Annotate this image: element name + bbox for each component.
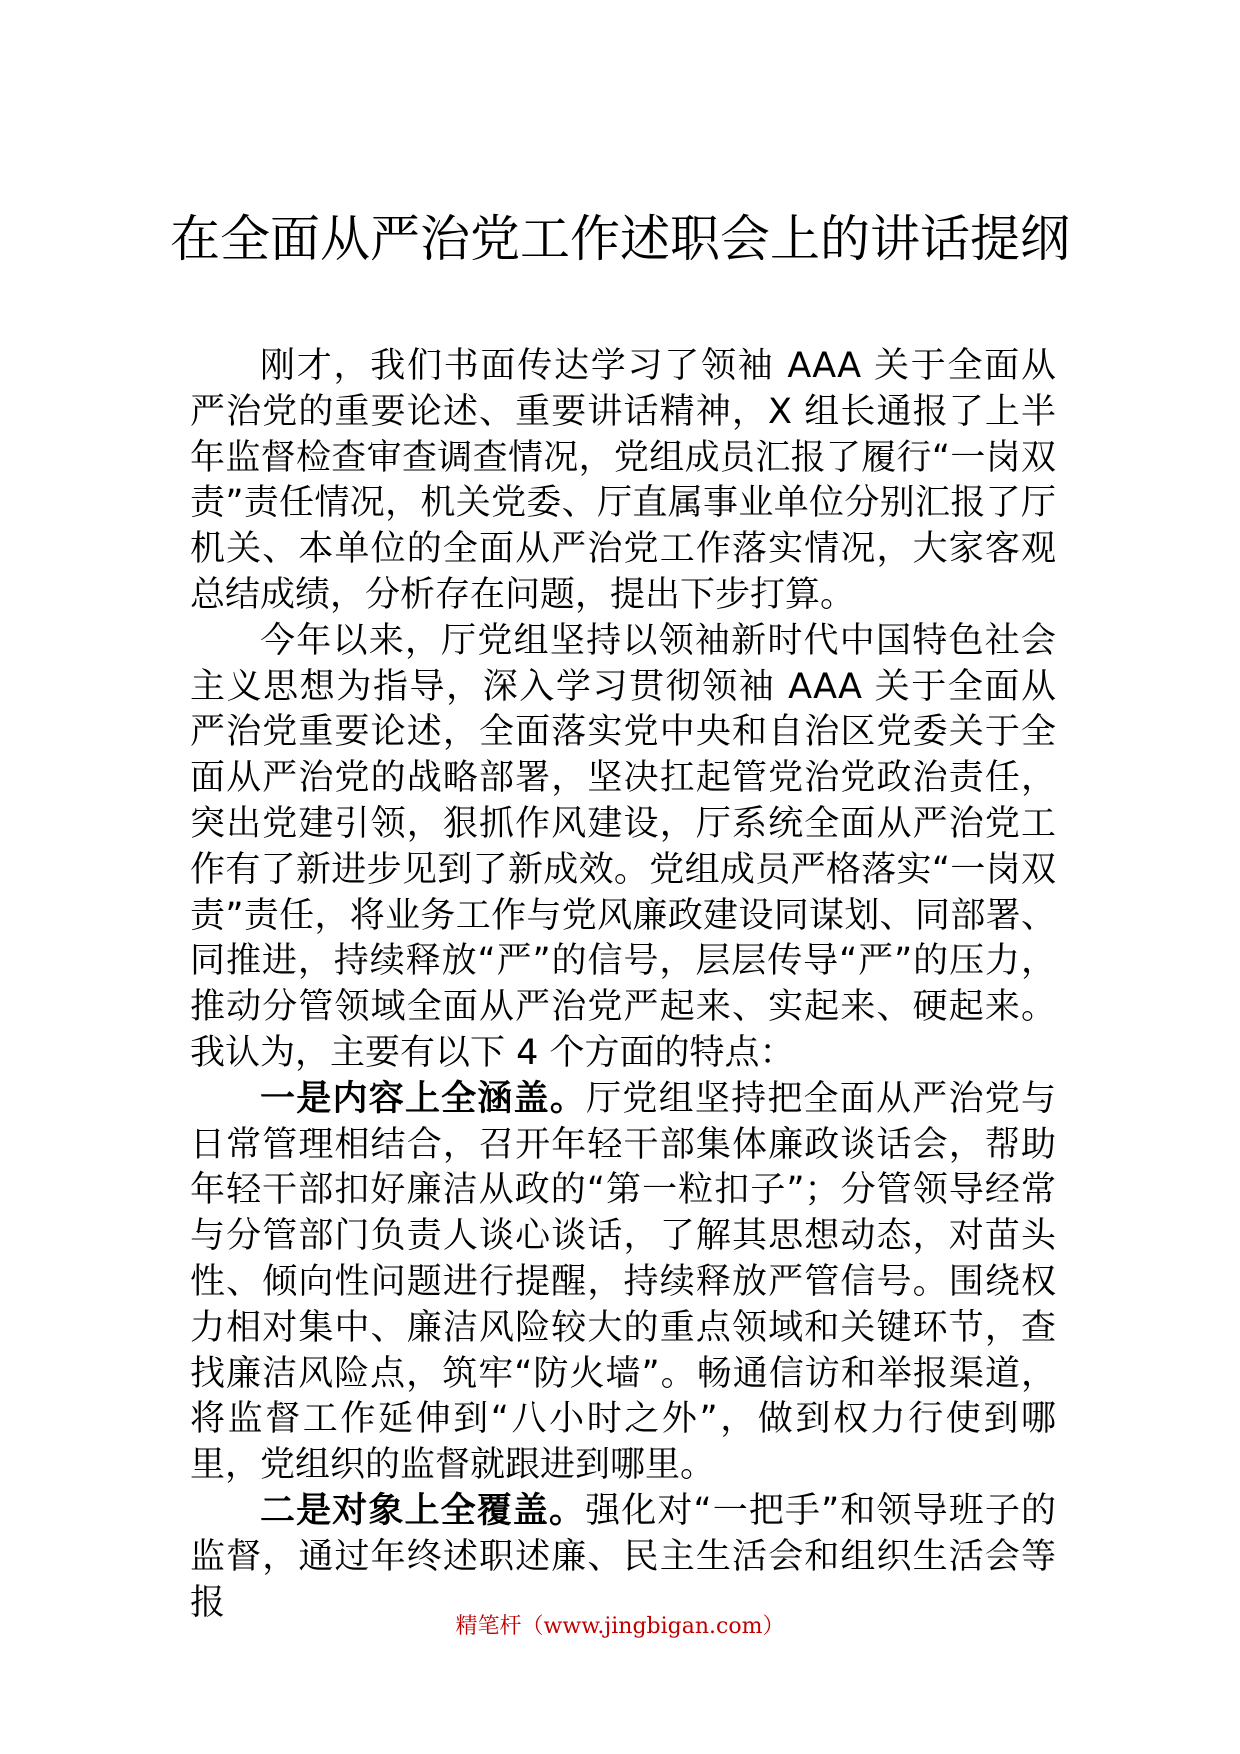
- paragraph-4: [190, 1489, 1056, 1626]
- footer-watermark: 精笔杆（www.jingbigan.com）: [455, 1614, 785, 1639]
- paragraph-text: 刚才，我们书面传达学习了领袖 AAA 关于全面从严治党的重要论述、重要讲话精神，X 组长通报了上半年监督检查审查调查情况，党组成员汇报了履行“一岗双责”责任情况，机关党委、厅直属事业单位分别汇报了厅机关、本单位的全面从严治党工作落实情况，大家客观总结成绩，分析存在问题，提出下步打算。: [190, 346, 1056, 615]
- paragraph-2: [190, 619, 1056, 1077]
- page-title: 在全面从严治党工作述职会上的讲话提纲: [170, 210, 1070, 268]
- paragraph-1: [190, 344, 1056, 619]
- paragraph-3: [190, 1077, 1056, 1489]
- paragraph-lead: 二是对象上全覆盖。: [260, 1490, 586, 1531]
- paragraph-text: 今年以来，厅党组坚持以领袖新时代中国特色社会主义思想为指导，深入学习贯彻领袖 AAA 关于全面从严治党重要论述，全面落实党中央和自治区党委关于全面从严治党的战略部署，坚决扛起管党治党政治责任，突出党建引领，狠抓作风建设，厅系统全面从严治党工作有了新进步见到了新成效。党组成员严格落实“一岗双责”责任，将业务工作与党风廉政建设同谋划、同部署、同推进，持续释放“严”的信号，层层传导“严”的压力，推动分管领域全面从严治党严起来、实起来、硬起来。我认为，主要有以下 4 个方面的特点：: [190, 620, 1056, 1073]
- paragraph-lead: 一是内容上全涵盖。: [260, 1078, 587, 1119]
- paragraph-text: 强化对“一把手”和领导班子的监督，通过年终述职述廉、民主生活会和组织生活会等报: [190, 1490, 1056, 1623]
- document-body: [190, 344, 1056, 1626]
- paragraph-text: 厅党组坚持把全面从严治党与日常管理相结合，召开年轻干部集体廉政谈话会，帮助年轻干部扣好廉洁从政的“第一粒扣子”；分管领导经常与分管部门负责人谈心谈话，了解其思想动态，对苗头性、倾向性问题进行提醒，持续释放严管信号。围绕权力相对集中、廉洁风险较大的重点领域和关键环节，查找廉洁风险点，筑牢“防火墙”。畅通信访和举报渠道，将监督工作延伸到“八小时之外”，做到权力行使到哪里，党组织的监督就跟进到哪里。: [190, 1078, 1056, 1486]
